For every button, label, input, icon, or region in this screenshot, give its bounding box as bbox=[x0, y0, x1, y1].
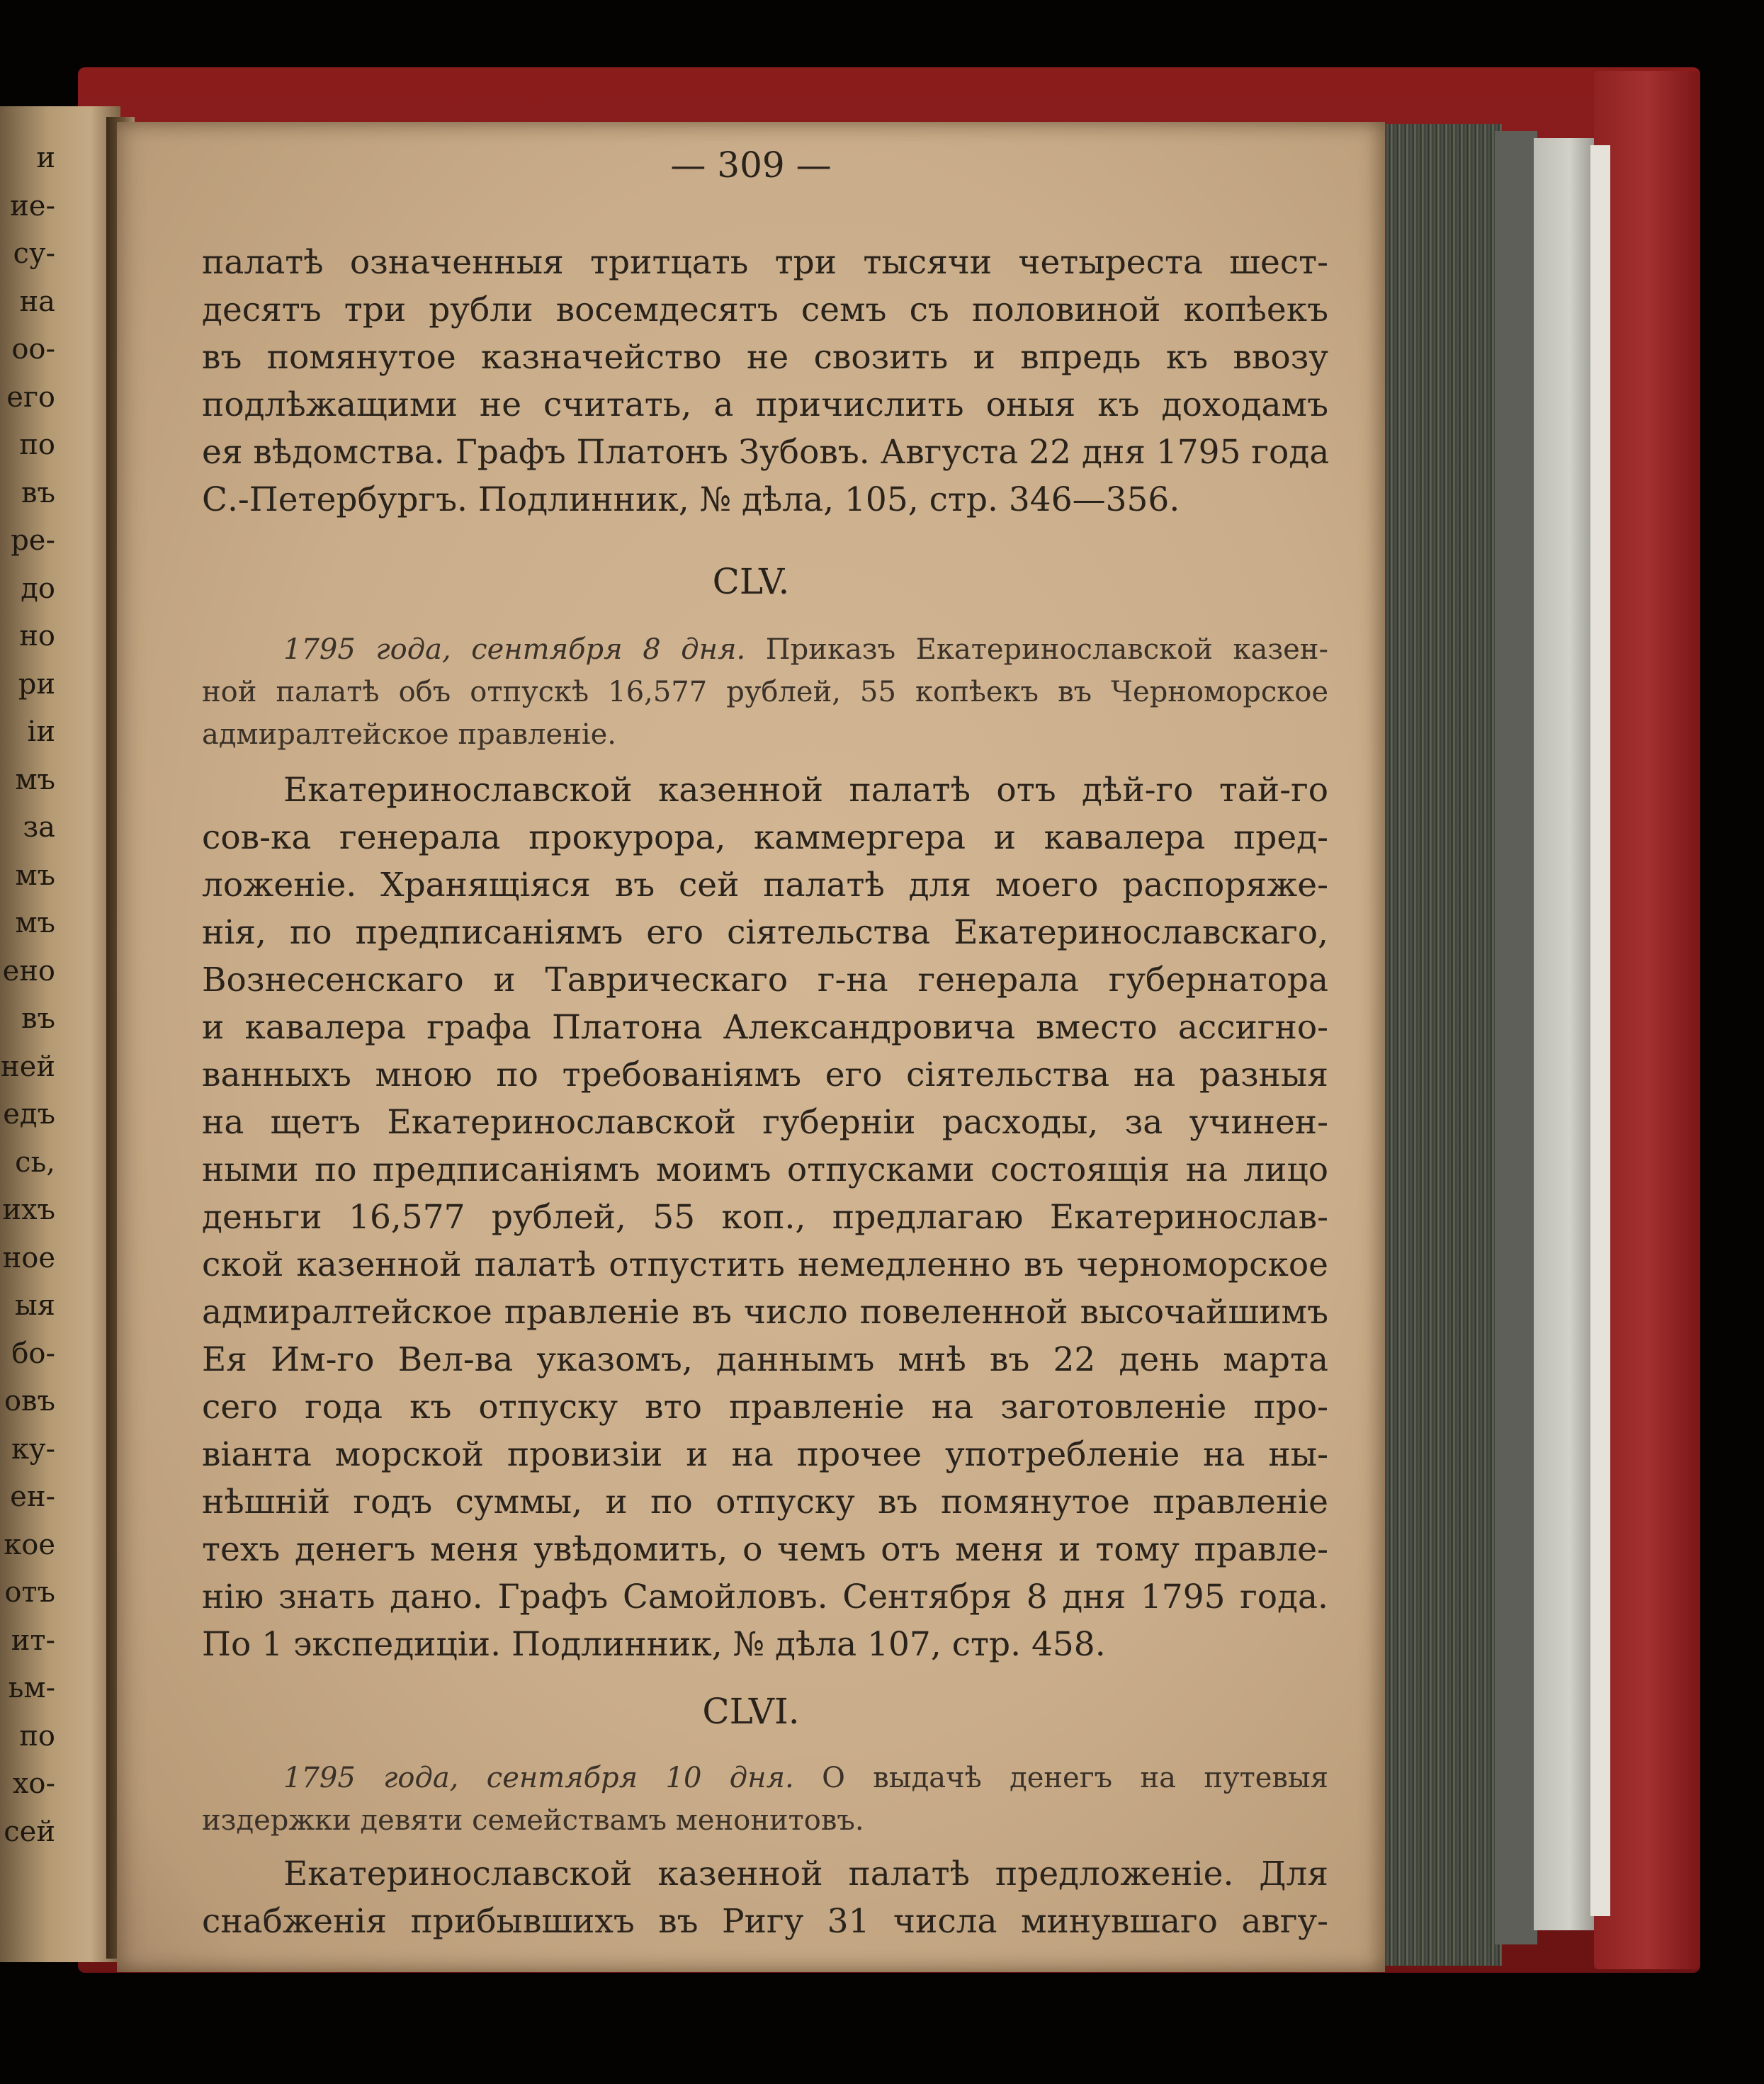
summary-line: издержки девяти семействамъ менонитовъ. bbox=[202, 1804, 864, 1837]
previous-page-fragment: ре- bbox=[11, 524, 55, 557]
previous-page-fragment: сь, bbox=[15, 1146, 55, 1179]
previous-page-fragment: хо- bbox=[12, 1767, 55, 1800]
section-body bbox=[202, 1850, 1328, 1945]
previous-page-fragment: овъ bbox=[4, 1385, 55, 1417]
previous-page-fragment: ено bbox=[2, 955, 55, 987]
previous-page-fragment: мъ bbox=[15, 764, 55, 796]
page-block-edges bbox=[1378, 124, 1502, 1966]
previous-page-fragment: до bbox=[21, 572, 55, 605]
previous-page-fragment: отъ bbox=[4, 1576, 55, 1609]
text-line: техъ денегъ меня увѣдомить, о чемъ отъ меня и тому правле- bbox=[202, 1530, 1328, 1569]
page-number: — 309 — bbox=[670, 145, 832, 186]
previous-page-fragment: его bbox=[6, 381, 55, 414]
previous-page-fragment: ихъ bbox=[2, 1194, 55, 1226]
section-summary bbox=[202, 628, 1328, 756]
text-line: Екатеринославской казенной палатѣ отъ дѣй-го тай-го bbox=[283, 771, 1328, 810]
previous-page-fragment: ие- bbox=[10, 190, 55, 222]
text-line: десятъ три рубли восемдесятъ семъ съ половиной копѣекъ bbox=[202, 290, 1328, 329]
previous-page-fragment: оо- bbox=[11, 333, 55, 366]
text-line: ложеніе. Хранящіяся въ сей палатѣ для моего распоряже- bbox=[202, 866, 1328, 905]
previous-page-fragment: мъ bbox=[15, 859, 55, 892]
previous-page-fragment: въ bbox=[21, 477, 55, 509]
summary-text: О выдачѣ денегъ на путевыя bbox=[793, 1762, 1328, 1794]
text-line: ской казенной палатѣ отпустить немедленно въ черноморское bbox=[202, 1245, 1328, 1284]
summary-line bbox=[202, 628, 1328, 671]
previous-page-fragment: ку- bbox=[11, 1433, 55, 1466]
text-line: въ помянутое казначейство не свозить и впредь къ ввозу bbox=[202, 338, 1328, 377]
page-block-sheet bbox=[1495, 131, 1537, 1944]
previous-page-fragment: едъ bbox=[3, 1098, 55, 1131]
previous-page-fragment: ри bbox=[18, 668, 55, 701]
text-line: Вознесенскаго и Таврическаго г-на генерала губернатора bbox=[202, 961, 1328, 999]
text-line: Екатеринославской казенной палатѣ предложеніе. Для bbox=[283, 1854, 1328, 1893]
previous-page-fragment: ыя bbox=[14, 1289, 55, 1322]
text-line: нію знать дано. Графъ Самойловъ. Сентября 8 дня 1795 года. bbox=[202, 1578, 1328, 1616]
previous-page bbox=[0, 106, 120, 1962]
page-block-sheet bbox=[1590, 145, 1610, 1916]
summary-text: Приказъ Екатеринославской казен- bbox=[745, 633, 1328, 666]
text-line: С.-Петербургъ. Подлинник, № дѣла, 105, стр. 346—356. bbox=[202, 480, 1180, 519]
previous-page-fragment: ней bbox=[1, 1051, 55, 1083]
text-line: сов-ка генерала прокурора, каммергера и кавалера пред- bbox=[202, 818, 1328, 857]
summary-date: 1795 года, сентября 8 дня. bbox=[283, 633, 746, 666]
previous-page-fragment: но bbox=[19, 620, 55, 652]
previous-page-fragment: по bbox=[19, 429, 55, 461]
text-line: По 1 экспедиціи. Подлинник, № дѣла 107, стр. 458. bbox=[202, 1625, 1106, 1664]
previous-page-fragment: мъ bbox=[15, 907, 55, 939]
previous-page-fragment: въ bbox=[21, 1002, 55, 1035]
continuation-text bbox=[202, 239, 1328, 523]
section-title: CLVI. bbox=[702, 1691, 800, 1732]
previous-page-fragment: по bbox=[19, 1720, 55, 1752]
text-line: на щетъ Екатеринославской губерніи расходы, за учинен- bbox=[202, 1103, 1328, 1142]
text-line: адмиралтейское правленіе въ число повеленной высочайшимъ bbox=[202, 1293, 1328, 1332]
text-line: и кавалера графа Платона Александровича вместо ассигно- bbox=[202, 1008, 1328, 1047]
text-line: ными по предписаніямъ моимъ отпусками состоящія на лицо bbox=[202, 1150, 1328, 1189]
book-page bbox=[117, 122, 1385, 1972]
summary-date: 1795 года, сентября 10 дня. bbox=[283, 1762, 794, 1794]
section-body bbox=[202, 766, 1328, 1668]
previous-page-fragment: іи bbox=[27, 715, 55, 748]
text-line: подлѣжащими не считать, а причислить оныя къ доходамъ bbox=[202, 385, 1328, 424]
text-line: снабженія прибывшихъ въ Ригу 31 числа минувшаго авгу- bbox=[202, 1902, 1328, 1941]
previous-page-fragment: кое bbox=[4, 1529, 55, 1561]
previous-page-fragment: ен- bbox=[10, 1480, 55, 1513]
section-title: CLV. bbox=[712, 561, 790, 602]
page-block-sheet bbox=[1534, 138, 1594, 1930]
previous-page-fragment: ит- bbox=[11, 1624, 55, 1657]
text-line: нѣшній годъ суммы, и по отпуску въ помянутое правленіе bbox=[202, 1483, 1328, 1522]
text-line: ванныхъ мною по требованіямъ его сіятельства на разныя bbox=[202, 1055, 1328, 1094]
previous-page-fragment: и bbox=[36, 142, 55, 174]
section-summary bbox=[202, 1757, 1328, 1842]
text-line: віанта морской провизіи и на прочее употребленіе на ны- bbox=[202, 1435, 1328, 1474]
summary-line: адмиралтейское правленіе. bbox=[202, 718, 616, 751]
text-line: ея вѣдомства. Графъ Платонъ Зубовъ. Августа 22 дня 1795 года bbox=[202, 433, 1330, 472]
previous-page-fragment: су- bbox=[13, 237, 55, 270]
text-line: палатѣ означенныя тритцать три тысячи четыреста шест- bbox=[202, 243, 1328, 282]
summary-line bbox=[202, 1757, 1328, 1799]
previous-page-fragment: сей bbox=[4, 1816, 55, 1848]
summary-line: ной палатѣ объ отпускѣ 16,577 рублей, 55 копѣекъ въ Черноморское bbox=[202, 676, 1328, 708]
previous-page-fragment: бо- bbox=[11, 1337, 55, 1370]
previous-page-fragment: на bbox=[19, 285, 55, 318]
text-line: Ея Им-го Вел-ва указомъ, даннымъ мнѣ въ 22 день марта bbox=[202, 1340, 1328, 1379]
text-line: сего года къ отпуску вто правленіе на заготовленіе про- bbox=[202, 1388, 1328, 1427]
previous-page-fragment: ьм- bbox=[8, 1672, 55, 1704]
text-line: нія, по предписаніямъ его сіятельства Екатеринославскаго, bbox=[202, 913, 1328, 952]
text-line: деньги 16,577 рублей, 55 коп., предлагаю Екатеринослав- bbox=[202, 1198, 1328, 1237]
previous-page-fragment: ное bbox=[2, 1242, 55, 1274]
previous-page-fragment: за bbox=[23, 811, 55, 844]
